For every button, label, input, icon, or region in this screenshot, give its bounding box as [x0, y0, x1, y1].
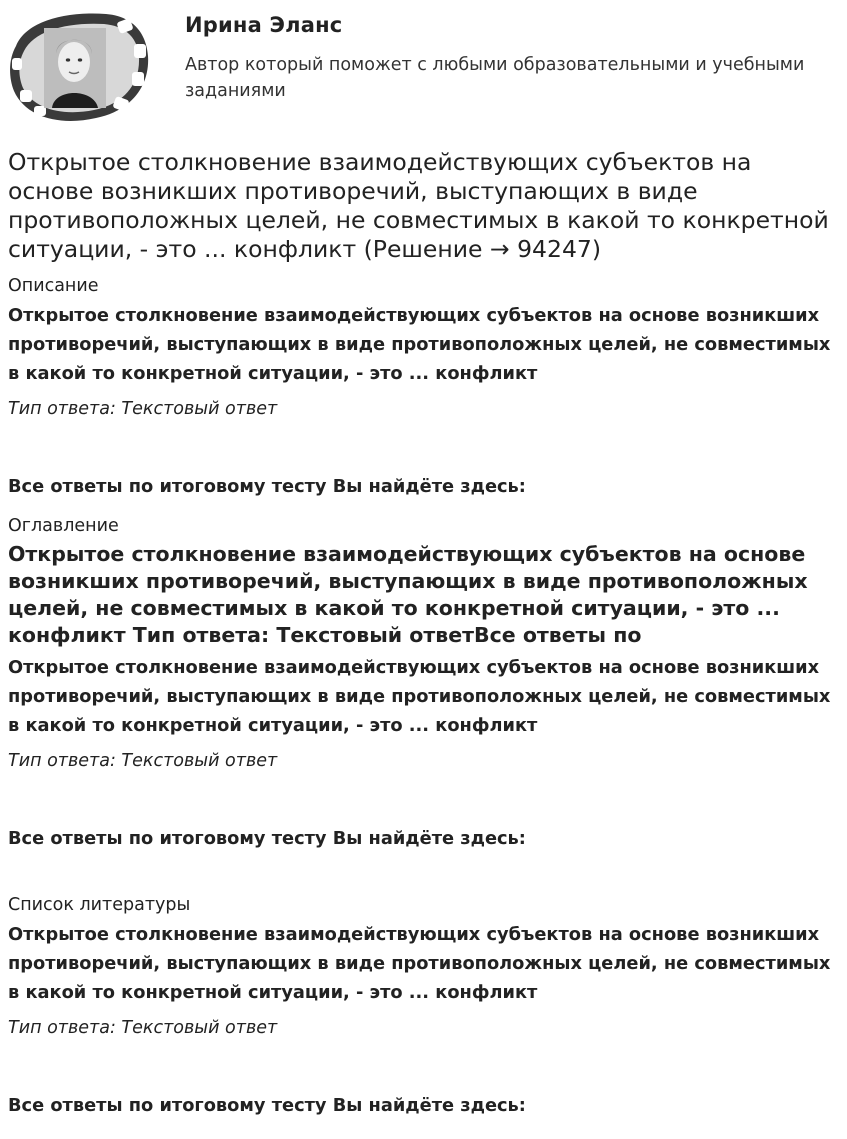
literature-all-answers: Все ответы по итоговому тесту Вы найдёте здесь:	[8, 1095, 526, 1116]
toc-heading: Открытое столкновение взаимодействующих субъектов на основе возникших противоречий, выступающих в виде противоположных целей, не совместимых в какой то конкретной ситуации, - это ... конфликт Тип ответа: Текстовый ответВсе ответы по	[8, 542, 808, 647]
description-answer-type: Тип ответа: Текстовый ответ	[8, 399, 278, 419]
author-avatar	[6, 6, 152, 128]
literature-section	[8, 894, 838, 1117]
description-label: Описание	[8, 276, 99, 296]
description-all-answers: Все ответы по итоговому тесту Вы найдёте здесь:	[8, 476, 526, 497]
author-description: Автор который поможет с любыми образовательными и учебными заданиями	[185, 55, 805, 101]
toc-label: Оглавление	[8, 516, 119, 536]
literature-text: Открытое столкновение взаимодействующих субъектов на основе возникших противоречий, выступающих в виде противоположных целей, не совместимых в какой то конкретной ситуации, - это ... конфликт	[8, 924, 831, 1003]
description-text: Открытое столкновение взаимодействующих субъектов на основе возникших противоречий, выступающих в виде противоположных целей, не совместимых в какой то конкретной ситуации, - это ... конфликт	[8, 305, 831, 384]
author-name[interactable]: Ирина Эланс	[185, 13, 343, 37]
literature-answer-type: Тип ответа: Текстовый ответ	[8, 1018, 278, 1038]
toc-answer-type: Тип ответа: Текстовый ответ	[8, 751, 278, 771]
literature-label: Список литературы	[8, 895, 191, 915]
toc-all-answers: Все ответы по итоговому тесту Вы найдёте здесь:	[8, 828, 526, 849]
page-title: Открытое столкновение взаимодействующих субъектов на основе возникших противоречий, выступающих в виде противоположных целей, не совместимых в какой то конкретной ситуации, - это ... конфликт (Решение → 94247)	[8, 148, 829, 263]
toc-section	[8, 515, 838, 850]
author-header	[0, 0, 847, 130]
toc-text: Открытое столкновение взаимодействующих субъектов на основе возникших противоречий, выступающих в виде противоположных целей, не совместимых в какой то конкретной ситуации, - это ... конфликт	[8, 657, 831, 736]
description-section	[8, 275, 838, 498]
